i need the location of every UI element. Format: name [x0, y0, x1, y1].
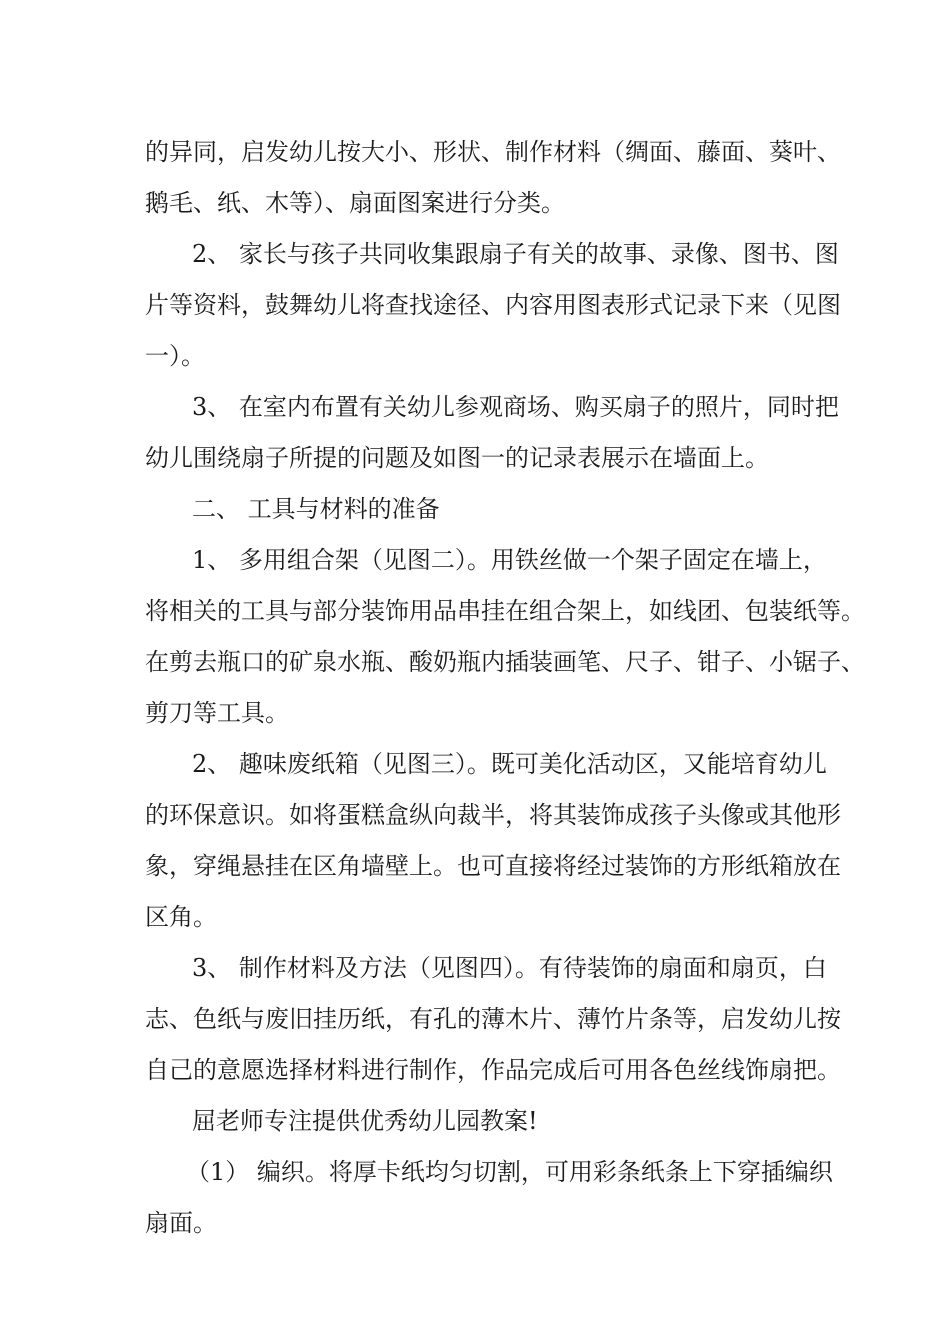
text-line: 1、 多用组合架（见图二）。用铁丝做一个架子固定在墙上，: [192, 546, 827, 574]
text-line: 一）。: [145, 342, 205, 370]
text-line: 扇面。: [145, 1209, 217, 1237]
text-line: 鹅毛、纸、木等）、扇面图案进行分类。: [145, 189, 565, 217]
text-line: 2、 家长与孩子共同收集跟扇子有关的故事、录像、图书、图: [192, 240, 839, 268]
text-line: 将相关的工具与部分装饰用品串挂在组合架上，如线团、包装纸等。: [145, 597, 865, 625]
text-line: 屈老师专注提供优秀幼儿园教案!: [192, 1107, 538, 1135]
text-line: 3、 在室内布置有关幼儿参观商场、购买扇子的照片，同时把: [192, 393, 839, 421]
text-line: 2、 趣味废纸箱（见图三）。既可美化活动区，又能培育幼儿: [192, 750, 827, 778]
text-line: 幼儿围绕扇子所提的问题及如图一的记录表展示在墙面上。: [145, 444, 769, 472]
text-line: 自己的意愿选择材料进行制作，作品完成后可用各色丝线饰扇把。: [145, 1056, 841, 1084]
text-line: 志、色纸与废旧挂历纸，有孔的薄木片、薄竹片条等，启发幼儿按: [145, 1005, 841, 1033]
text-line: 的异同，启发幼儿按大小、形状、制作材料（绸面、藤面、葵叶、: [145, 138, 841, 166]
text-line: 象，穿绳悬挂在区角墙壁上。也可直接将经过装饰的方形纸箱放在: [145, 852, 841, 880]
text-line: 的环保意识。如将蛋糕盒纵向裁半，将其装饰成孩子头像或其他形: [145, 801, 841, 829]
text-line: 在剪去瓶口的矿泉水瓶、酸奶瓶内插装画笔、尺子、钳子、小锯子、: [145, 648, 865, 676]
text-line: （1） 编织。将厚卡纸均匀切割，可用彩条纸条上下穿插编织: [186, 1158, 833, 1186]
text-line: 片等资料，鼓舞幼儿将查找途径、内容用图表形式记录下来（见图: [145, 291, 841, 319]
text-line: 区角。: [145, 903, 217, 931]
text-line: 3、 制作材料及方法（见图四）。有待装饰的扇面和扇页，白: [192, 954, 827, 982]
section-heading: 二、 工具与材料的准备: [192, 495, 440, 523]
text-line: 剪刀等工具。: [145, 699, 289, 727]
